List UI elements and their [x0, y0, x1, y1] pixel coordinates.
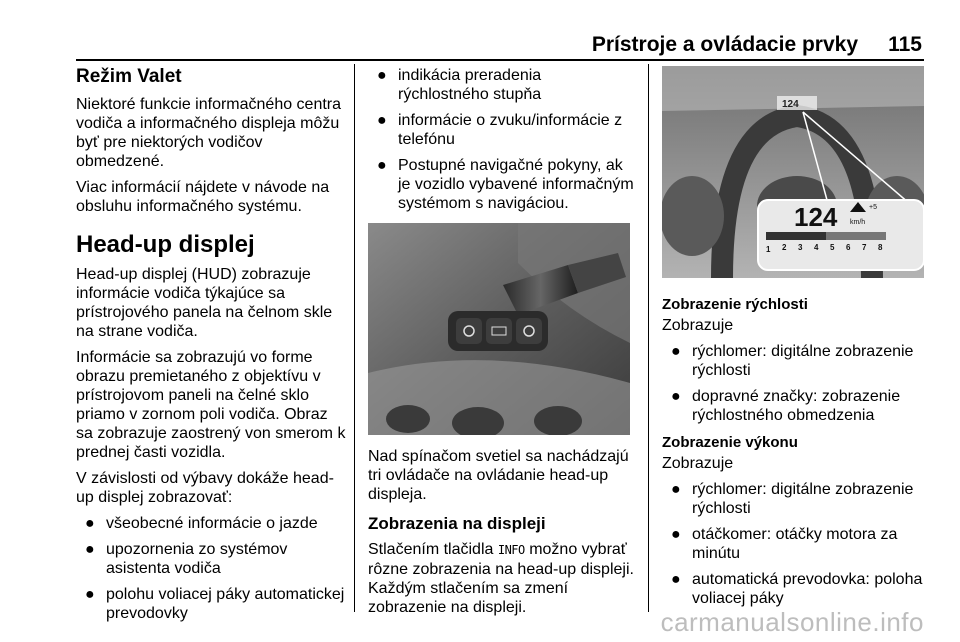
list-item: ● indikácia preradenia rýchlostného stupňa: [377, 67, 542, 103]
hud-windshield-photo: [662, 66, 924, 278]
hud-feature-list: [76, 514, 348, 623]
hud-tick: 5: [830, 243, 835, 252]
valet-paragraph-1: Niektoré funkcie informačného centra vodiča a informačného displeja môžu byť pre niektorých vodičov obmedzené.: [76, 96, 342, 170]
hud-controls-photo: [368, 223, 630, 435]
list-item: ● Postupné navigačné pokyny, ak je vozidlo vybavené informačným systémom s navigáciou.: [377, 157, 634, 212]
list-item: ● rýchlomer: digitálne zobrazenie rýchlosti: [671, 343, 914, 379]
bullet-icon: ●: [85, 515, 95, 532]
performance-display-label: Zobrazuje: [662, 455, 734, 472]
bullet-icon: ●: [671, 388, 681, 405]
speed-display-heading: Zobrazenie rýchlosti: [662, 296, 808, 313]
hud-feature-list-continued: [368, 66, 636, 213]
list-item: ● upozornenia zo systémov asistenta vodiča: [85, 541, 288, 577]
hud-large-speed: 124: [794, 202, 838, 232]
hud-tick: 8: [878, 243, 883, 252]
hud-unit: km/h: [850, 219, 866, 226]
list-item: ● automatická prevodovka: poloha voliacej páky: [671, 571, 923, 607]
valet-heading: Režim Valet: [76, 66, 182, 87]
hud-tick: 7: [862, 243, 867, 252]
bullet-icon: ●: [377, 157, 387, 174]
hud-small-speed: 124: [782, 99, 799, 110]
hud-tick: 6: [846, 243, 851, 252]
header-rule: [76, 59, 924, 61]
page-number: 115: [888, 33, 922, 56]
bullet-icon: ●: [671, 343, 681, 360]
hud-paragraph-1: Head-up displej (HUD) zobrazuje informácie vodiča týkajúce sa prístrojového panela na čelnom skle na strane vodiča.: [76, 266, 333, 340]
performance-display-heading: Zobrazenie výkonu: [662, 434, 798, 451]
list-item: ● otáčkomer: otáčky motora za minútu: [671, 526, 898, 562]
hud-tick: 1: [766, 245, 771, 254]
speed-display-list: [662, 342, 932, 425]
display-heading: Zobrazenia na displeji: [368, 514, 546, 533]
list-item: ● všeobecné informácie o jazde: [85, 515, 318, 532]
photo-caption: Nad spínačom svetiel sa nachádzajú tri ovládače na ovládanie head-up displeja.: [368, 448, 629, 503]
hud-paragraph-2: Informácie sa zobrazujú vo forme obrazu premietaného z objektívu v prístrojovom paneli na čelné sklo priamo v zornom poli vodiča. Obraz sa zobrazuje zaostrený von smerom k prednej časti vozidla.: [76, 349, 346, 461]
hud-tick: 4: [814, 243, 819, 252]
hud-tick: 3: [798, 243, 803, 252]
hud-tick: 2: [782, 243, 787, 252]
column-1: [76, 66, 348, 630]
page-header-title: Prístroje a ovládacie prvky: [591, 33, 858, 56]
bullet-icon: ●: [671, 571, 681, 588]
list-item: ● informácie o zvuku/informácie z telefónu: [377, 112, 623, 148]
hud-heading: Head-up displej: [76, 231, 255, 258]
watermark: carmanualsonline.info: [660, 607, 924, 637]
hud-controls-illustration: [368, 223, 630, 435]
performance-display-list: [662, 480, 932, 608]
column-divider-right: [648, 64, 649, 612]
list-item: ● rýchlomer: digitálne zobrazenie rýchlosti: [671, 481, 914, 517]
bullet-icon: ●: [85, 541, 95, 558]
list-item: ● polohu voliacej páky automatickej prevodovky: [85, 586, 345, 622]
hud-limit: +5: [869, 204, 877, 211]
speed-display-label: Zobrazuje: [662, 317, 734, 334]
column-2: [368, 66, 636, 624]
info-button-symbol: INFO: [497, 543, 525, 557]
bullet-icon: ●: [85, 586, 95, 603]
hud-windshield-illustration: [662, 66, 924, 278]
column-divider-left: [354, 64, 355, 612]
list-item: ● dopravné značky: zobrazenie rýchlostného obmedzenia: [671, 388, 901, 424]
display-paragraph: Stlačením tlačidla INFO možno vybrať rôzne zobrazenia na head-up displeji. Každým stlačením sa zmení zobrazenie na displeji.: [368, 541, 634, 616]
bullet-icon: ●: [377, 112, 387, 129]
column-3: [662, 66, 932, 615]
hud-paragraph-3: V závislosti od výbavy dokáže head-up displej zobrazovať:: [76, 470, 334, 506]
valet-paragraph-2: Viac informácií nájdete v návode na obsluhu informačného systému.: [76, 179, 330, 215]
bullet-icon: ●: [377, 67, 387, 84]
bullet-icon: ●: [671, 481, 681, 498]
bullet-icon: ●: [671, 526, 681, 543]
